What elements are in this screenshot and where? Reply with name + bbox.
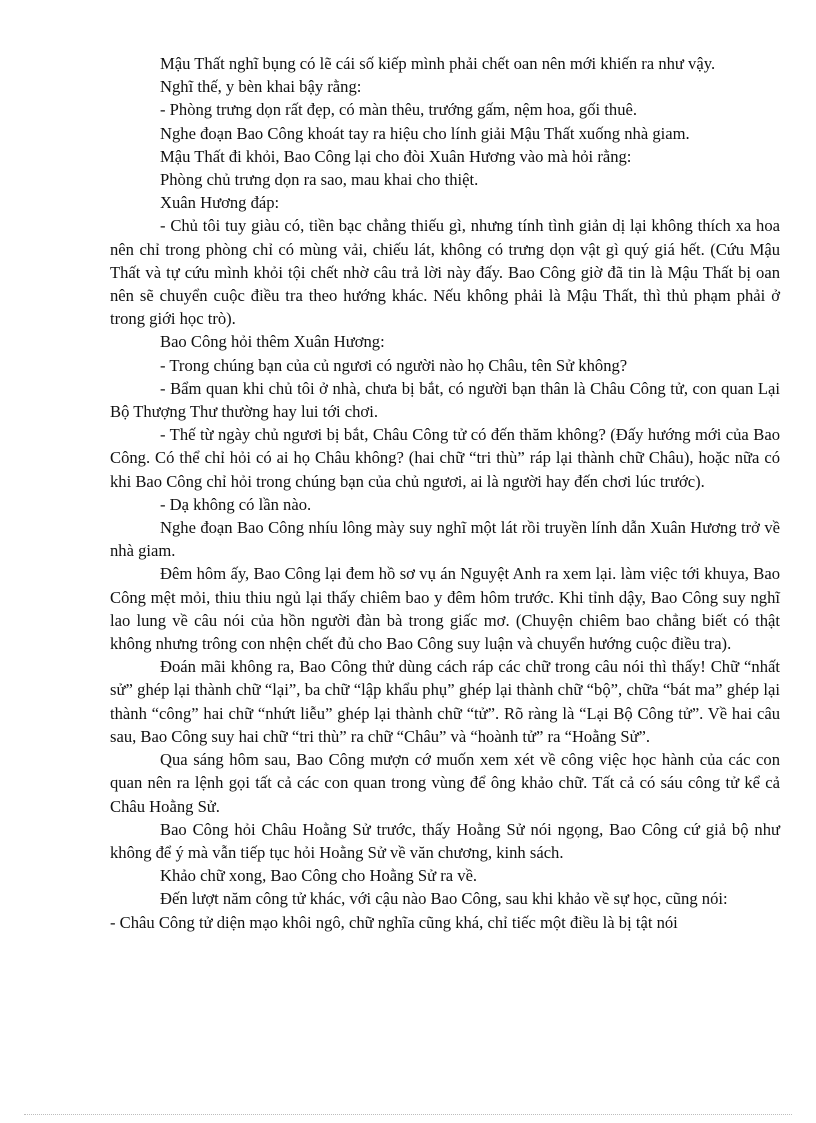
- paragraph: - Chủ tôi tuy giàu có, tiền bạc chẳng thiếu gì, nhưng tính tình giản dị lại không thích xa hoa nên chỉ trong phòng chỉ có mùng vải, chiếu lát, không có trưng dọn vật gì quý giá hết. (Cứu Mậu Thất và tự cứu mình khỏi tội chết nhờ câu trả lời này đấy. Bao Công giờ đã tin là Mậu Thất bị oan nên sẽ chuyển cuộc điều tra theo hướng khác. Nếu không phải là Mậu Thất, thì thủ phạm phải ở trong giới học trò).: [110, 216, 780, 329]
- paragraph: Bao Công hỏi thêm Xuân Hương:: [160, 332, 385, 352]
- paragraph: Nghe đoạn Bao Công khoát tay ra hiệu cho lính giải Mậu Thất xuống nhà giam.: [160, 123, 690, 143]
- paragraph: - Thế từ ngày chủ ngươi bị bắt, Châu Công tử có đến thăm không? (Đấy hướng mới của Bao Công. Có thể chỉ hỏi có ai họ Châu không? (hai chữ “tri thù” ráp lại thành chữ Châu), hoặc nữa có khi Bao Công chỉ hỏi trong chúng bạn của chủ ngươi, ai là người hay đến chơi lúc trước).: [110, 425, 780, 491]
- document-body: [110, 52, 780, 934]
- paragraph: Nghe đoạn Bao Công nhíu lông mày suy nghĩ một lát rồi truyền lính dẫn Xuân Hương trở về nhà giam.: [110, 518, 780, 561]
- page-bottom-rule: [24, 1114, 792, 1115]
- paragraph: Đoán mãi không ra, Bao Công thử dùng cách ráp các chữ trong câu nói thì thấy! Chữ “nhất sử” ghép lại thành chữ “lại”, ba chữ “lập khẩu phụ” ghép lại thành chữ “bộ”, chữa “bát ma” ghép lại thành “công” hai chữ “nhứt liễu” ghép lại thành chữ “tử”. Rõ ràng là “Lại Bộ Công tử”. Về hai câu sau, Bao Công suy hai chữ “tri thù” ra chữ “Châu” và “hoành tử” ra “Hoằng Sử”.: [110, 657, 780, 746]
- paragraph: - Phòng trưng dọn rất đẹp, có màn thêu, trướng gấm, nệm hoa, gối thuê.: [160, 100, 638, 120]
- paragraph: Phòng chủ trưng dọn ra sao, mau khai cho thiệt.: [160, 170, 479, 190]
- paragraph: - Trong chúng bạn của củ ngươi có người nào họ Châu, tên Sử không?: [160, 355, 628, 375]
- paragraph: - Bẩm quan khi chủ tôi ở nhà, chưa bị bắt, có người bạn thân là Châu Công tử, con quan Lại Bộ Thượng Thư thường hay lui tới chơi.: [110, 378, 780, 422]
- paragraph: Xuân Hương đáp:: [160, 193, 280, 213]
- paragraph: Nghĩ thế, y bèn khai bậy rằng:: [160, 77, 362, 97]
- paragraph: Qua sáng hôm sau, Bao Công mượn cớ muốn xem xét về công việc học hành của các con quan nên ra lệnh gọi tất cả các con quan trong vùng để ông khảo chữ. Tất cả có sáu công tử kể cả Châu Hoằng Sử.: [110, 750, 780, 816]
- paragraph: Mậu Thất nghĩ bụng có lẽ cái số kiếp mình phải chết oan nên mới khiến ra như vậy.: [160, 54, 716, 73]
- paragraph: - Châu Công tử diện mạo khôi ngô, chữ nghĩa cũng khá, chỉ tiếc một điều là bị tật nói: [110, 912, 678, 932]
- paragraph: Đến lượt năm công tử khác, với cậu nào Bao Công, sau khi khảo về sự học, cũng nói:: [160, 889, 728, 909]
- paragraph: - Dạ không có lần nào.: [160, 494, 312, 514]
- paragraph: Mậu Thất đi khỏi, Bao Công lại cho đòi Xuân Hương vào mà hỏi rằng:: [160, 146, 632, 166]
- paragraph: Đêm hôm ấy, Bao Công lại đem hồ sơ vụ án Nguyệt Anh ra xem lại. làm việc tới khuya, Bao Công mệt mỏi, thiu thiu ngủ lại thấy chiêm bao y đêm hôm trước. Khi tỉnh dậy, Bao Công suy nghĩ lao lung về câu nói của hồn người đàn bà trong giấc mơ. (Chuyện chiêm bao chẳng biết có thật không nhưng trông con nhện chết đủ cho Bao Công suy luận và chuyển hướng cuộc điều tra).: [110, 564, 780, 654]
- paragraph: Khảo chữ xong, Bao Công cho Hoằng Sử ra về.: [160, 866, 478, 886]
- paragraph: Bao Công hỏi Châu Hoằng Sử trước, thấy Hoằng Sử nói ngọng, Bao Công cứ giả bộ như không để ý mà vẫn tiếp tục hỏi Hoằng Sử về văn chương, kinh sách.: [110, 819, 780, 862]
